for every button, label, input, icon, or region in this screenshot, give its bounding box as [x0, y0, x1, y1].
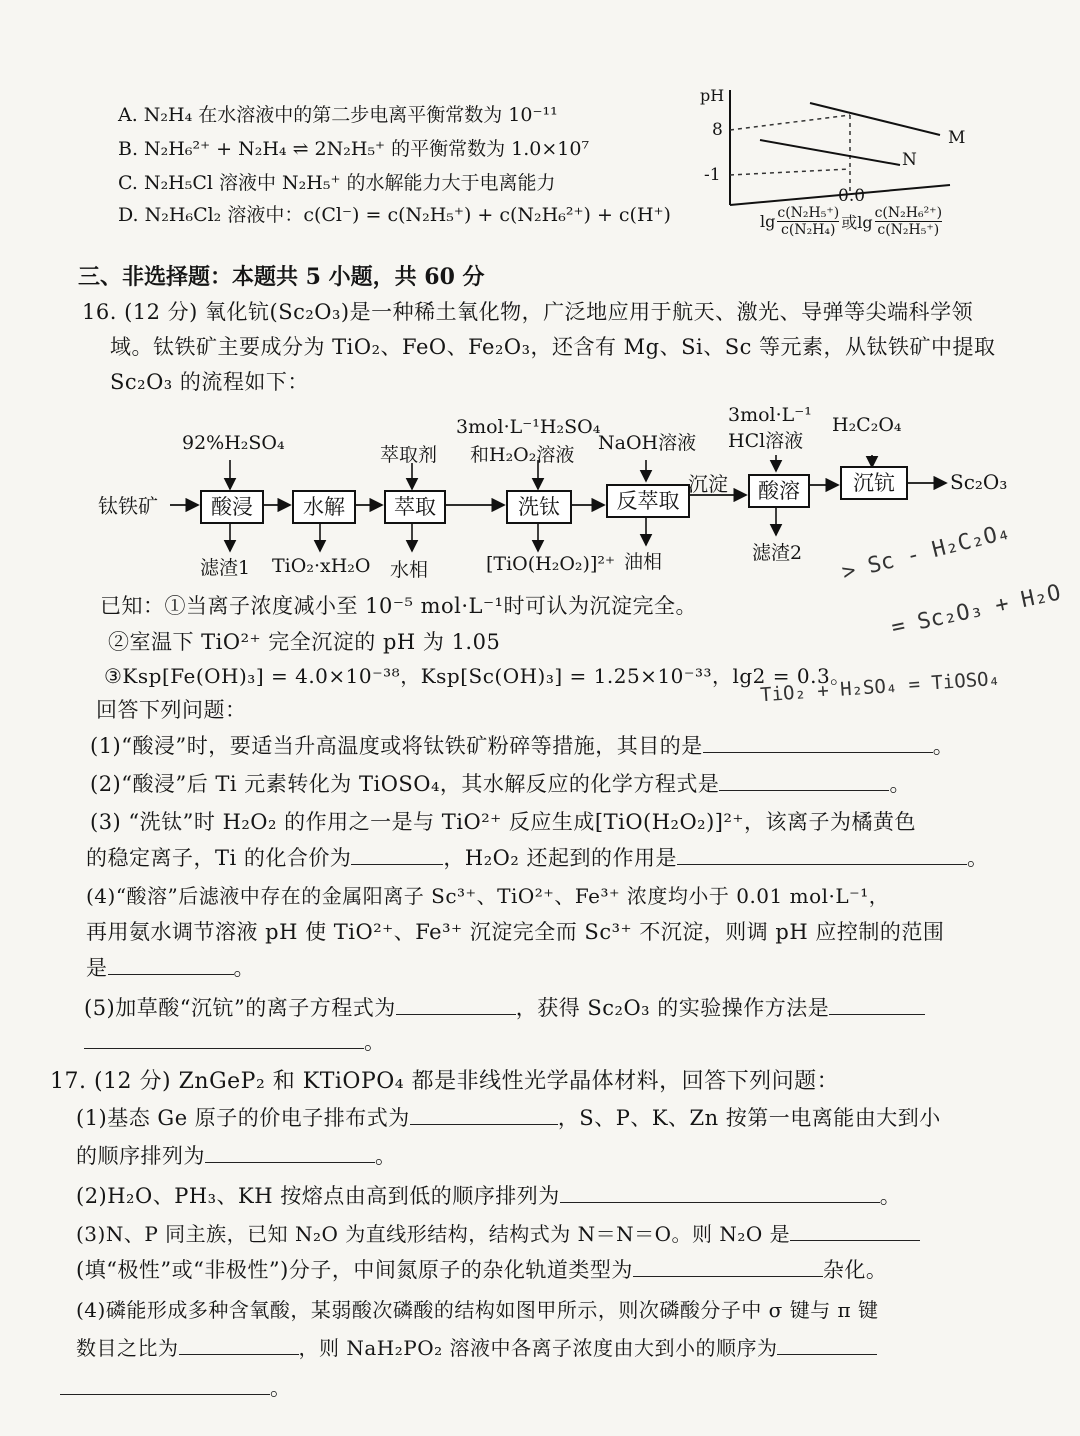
q16-part2-blank[interactable] [719, 772, 889, 791]
graph-tick-m1: -1 [704, 165, 721, 185]
flow-end: Sc₂O₃ [950, 470, 1008, 494]
q17-part4-b: 数目之比为 ，则 NaH₂PO₂ 溶液中各离子浓度由大到小的顺序为 [76, 1332, 877, 1361]
step-extraction: 萃取 [384, 490, 446, 524]
reagent-3m: 3mol·L⁻¹ [728, 404, 812, 426]
q16-part5: (5)加草酸“沉钪”的离子方程式为 ，获得 Sc₂O₃ 的实验操作方法是 [84, 992, 925, 1022]
q16-part2: (2)“酸浸”后 Ti 元素转化为 TiOSO₄，其水解反应的化学方程式是 。 [90, 772, 911, 796]
handwritten-note-3: TiO₂ + H₂SO₄ = TiOSO₄ [759, 667, 1001, 707]
reagent-naoh: NaOH溶液 [598, 432, 697, 454]
q17-part3-a: (3)N、P 同主族，已知 N₂O 为直线形结构，结构式为 N＝N＝O。则 N₂O 是 [76, 1218, 920, 1247]
q16-part1: (1)“酸浸”时，要适当升高温度或将钛铁矿粉碎等措施，其目的是 。 [90, 734, 955, 758]
output-residue1: 滤渣1 [200, 557, 251, 579]
q16-intro-1: 16. (12 分) 氧化钪(Sc₂O₃)是一种稀土氧化物，广泛地应用于航天、激光、导弹等尖端科学领 [82, 300, 974, 324]
graph-label-n: N [902, 150, 917, 170]
q17-part1-cont: 的顺序排列为 。 [76, 1144, 397, 1168]
q16-part5-blank1[interactable] [396, 996, 516, 1015]
q16-intro-2: 域。钛铁矿主要成分为 TiO₂、FeO、Fe₂O₃，还含有 Mg、Si、Sc 等元素，从钛铁矿中提取 [110, 335, 996, 359]
step-acid-leach: 酸浸 [200, 490, 264, 524]
graph-label-m: M [948, 128, 966, 148]
q17-part2-blank[interactable] [560, 1184, 880, 1203]
q17-part1-blank2[interactable] [205, 1144, 375, 1163]
q17-part3-b: (填“极性”或“非极性”)分子，中间氮原子的杂化轨道类型为 杂化。 [76, 1258, 888, 1282]
output-residue2: 滤渣2 [752, 542, 803, 564]
output-oil: 油相 [624, 551, 663, 573]
graph-tick-0: 0.0 [838, 186, 866, 206]
q16-part3-a: (3) “洗钛”时 H₂O₂ 的作用之一是与 TiO²⁺ 反应生成[TiO(H₂O₂)]²⁺，该离子为橘黄色 [90, 810, 916, 834]
reagent-h2o2: 和H₂O₂溶液 [470, 444, 575, 466]
q16-part4-blank[interactable] [108, 956, 234, 975]
known-3: ③Ksp[Fe(OH)₃] = 4.0×10⁻³⁸，Ksp[Sc(OH)₃] = 1.25×10⁻³³，lg2 = 0.3。 [104, 664, 851, 688]
section-title: 三、非选择题：本题共 5 小题，共 60 分 [78, 264, 485, 290]
reagent-h2c2o4: H₂C₂O₄ [832, 414, 902, 436]
q16-intro-3: Sc₂O₃ 的流程如下： [110, 370, 309, 394]
handwritten-note-1: > Sc - H₂C₂O₄ [839, 519, 1013, 586]
output-aqueous: 水相 [390, 559, 429, 581]
handwritten-note-2: = Sc₂O₃ + H₂O [889, 580, 1063, 641]
q16-part3-blank2[interactable] [677, 846, 967, 865]
q17-part4-a: (4)磷能形成多种含氧酸，某弱酸次磷酸的结构如图甲所示，则次磷酸分子中 σ 键与 π 键 [76, 1298, 879, 1322]
q17-part4-cont: 。 [60, 1372, 292, 1402]
known-2: ②室温下 TiO²⁺ 完全沉淀的 pH 为 1.05 [108, 630, 501, 654]
step-hydrolysis: 水解 [292, 490, 356, 524]
q16-part5-blank3[interactable] [84, 1030, 364, 1049]
q16-part3-b: 的稳定离子，Ti 的化合价为 ，H₂O₂ 还起到的作用是 。 [86, 846, 989, 870]
q16-part5-blank2[interactable] [829, 996, 925, 1015]
option-a: A. N₂H₄ 在水溶液中的第二步电离平衡常数为 10⁻¹¹ [118, 104, 558, 126]
flow-arrow-label: 沉淀 [688, 472, 728, 496]
reagent-3m-h2so4: 3mol·L⁻¹H₂SO₄ [456, 416, 601, 438]
step-acid-dissolve: 酸溶 [748, 474, 810, 508]
curve-m [810, 103, 940, 135]
q17-intro: 17. (12 分) ZnGeP₂ 和 KTiOPO₄ 都是非线性光学晶体材料，回答下列问题： [50, 1069, 840, 1094]
option-d: D. N₂H₆Cl₂ 溶液中：c(Cl⁻) = c(N₂H₅⁺) + c(N₂H₆²⁺) + c(H⁺) [118, 204, 671, 226]
reagent-hcl: HCl溶液 [728, 430, 804, 452]
output-tio-complex: [TiO(H₂O₂)]²⁺ [486, 553, 616, 575]
q17-part4-blank1[interactable] [179, 1336, 299, 1355]
q16-part5-cont: 。 [84, 1026, 386, 1056]
reagent-extractant: 萃取剂 [380, 444, 438, 466]
q16-part1-blank[interactable] [703, 734, 933, 753]
q17-part1-blank1[interactable] [410, 1106, 558, 1125]
q17-part4-blank3[interactable] [60, 1376, 270, 1395]
option-c: C. N₂H₅Cl 溶液中 N₂H₅⁺ 的水解能力大于电离能力 [118, 172, 556, 194]
step-back-extraction: 反萃取 [606, 484, 690, 518]
q16-part4-b: 再用氨水调节溶液 pH 使 TiO²⁺、Fe³⁺ 沉淀完全而 Sc³⁺ 不沉淀，则调 pH 应控制的范围 [86, 920, 945, 944]
curve-n [760, 140, 900, 165]
q17-part2: (2)H₂O、PH₃、KH 按熔点由高到低的顺序排列为 。 [76, 1184, 902, 1208]
flow-start: 钛铁矿 [98, 494, 158, 518]
step-precipitate-sc: 沉钪 [840, 466, 908, 500]
option-b: B. N₂H₆²⁺ + N₂H₄ ⇌ 2N₂H₅⁺ 的平衡常数为 1.0×10⁷ [118, 138, 590, 160]
ph-graph [690, 85, 990, 265]
q17-part3-blank2[interactable] [633, 1258, 823, 1277]
graph-xlabel: lg c(N₂H₅⁺) c(N₂H₄) 或lg c(N₂H₆²⁺) c(N₂H₅⁺) [760, 205, 943, 238]
q17-part3-blank1[interactable] [790, 1222, 920, 1241]
q16-part4-a: (4)“酸溶”后滤液中存在的金属阳离子 Sc³⁺、TiO²⁺、Fe³⁺ 浓度均小于 0.01 mol·L⁻¹， [86, 884, 890, 908]
known-1: 已知：①当离子浓度减小至 10⁻⁵ mol·L⁻¹时可认为沉淀完全。 [100, 594, 697, 618]
output-tio2: TiO₂·xH₂O [272, 555, 371, 577]
graph-tick-8: 8 [712, 120, 723, 140]
step-wash-ti: 洗钛 [506, 490, 572, 524]
q17-part1: (1)基态 Ge 原子的价电子排布式为 ，S、P、K、Zn 按第一电离能由大到小 [76, 1106, 941, 1130]
reagent-h2so4: 92%H₂SO₄ [182, 432, 285, 454]
q16-part4-c: 是 。 [86, 956, 255, 980]
ask: 回答下列问题： [96, 698, 247, 722]
graph-ylabel: pH [700, 86, 725, 105]
q16-part3-blank1[interactable] [351, 846, 443, 865]
q17-part4-blank2[interactable] [777, 1336, 877, 1355]
